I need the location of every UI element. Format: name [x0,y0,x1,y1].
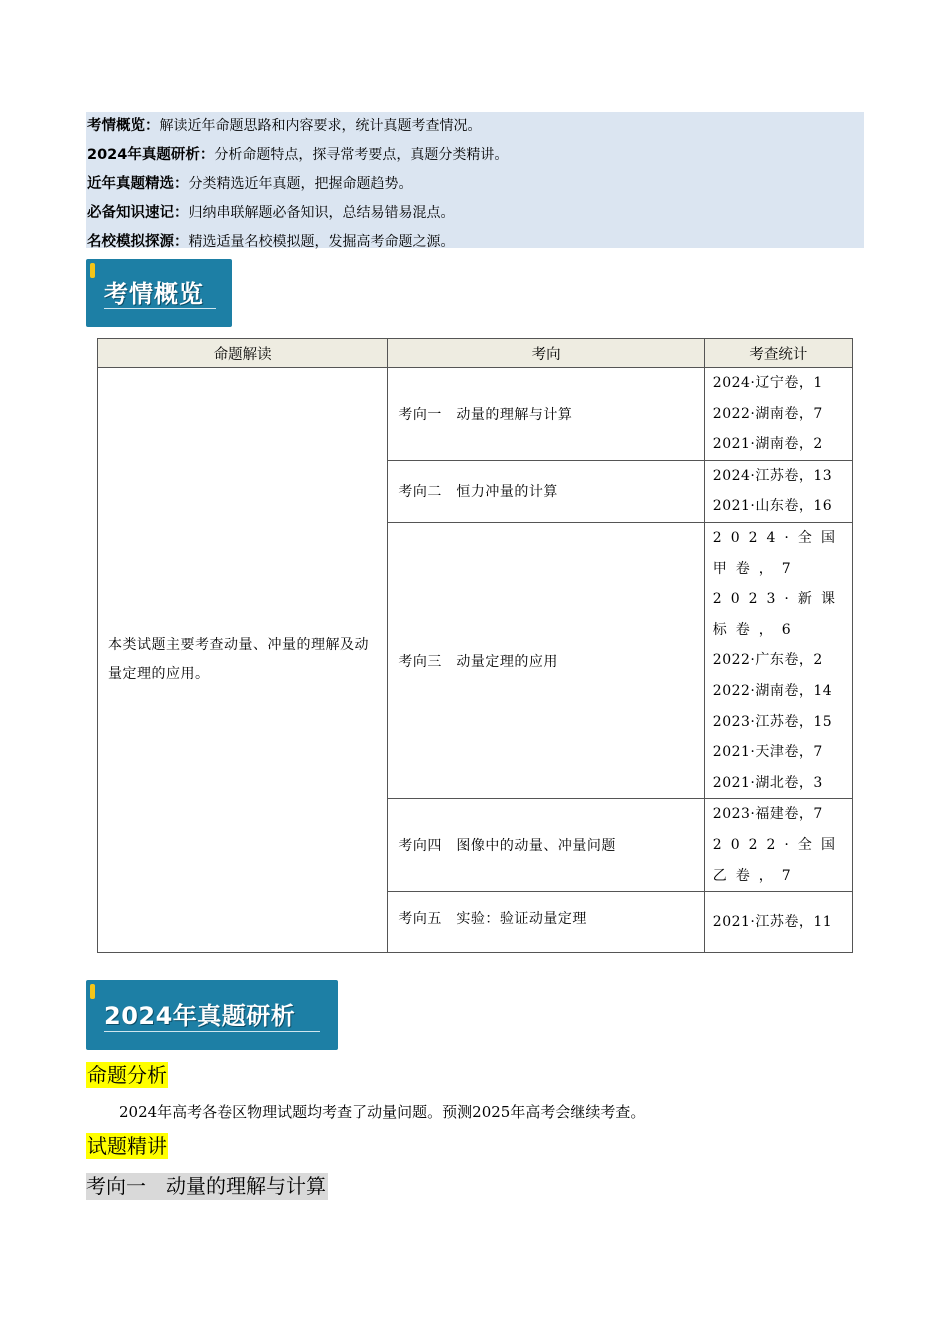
stat-item: 2022·湖南卷，14 [712,682,833,699]
summary-row: 考情概览：解读近年命题思路和内容要求，统计真题考查情况。 [87,118,482,134]
stat-item: 2021·江苏卷，11 [712,913,833,930]
stat-item: 2024·江苏卷，13 [712,467,833,484]
analysis-paragraph: 2024年高考各卷区物理试题均考查了动量问题。预测2025年高考会继续考查。 [119,1103,646,1121]
stat-item: 2022·广东卷，2 [712,652,823,669]
stat-item: 2022·全国乙卷，7 [712,836,844,884]
direction-cell: 考向三 动量定理的应用 [388,522,704,798]
direction-cell: 考向一 动量的理解与计算 [388,368,704,461]
stat-item: 2024·全国甲卷，7 [712,529,844,577]
summary-row: 名校模拟探源：精选适量名校模拟题，发掘高考命题之源。 [87,234,455,250]
stats-cell [704,799,852,892]
section-banner-analysis [86,980,338,1050]
stat-item: 2021·湖北卷，3 [712,774,823,791]
banner-title: 考情概览 [104,280,204,308]
direction-cell: 考向五 实验：验证动量定理 [388,892,704,953]
direction-heading: 考向一 动量的理解与计算 [86,1174,326,1198]
table-header: 考查统计 [704,339,852,368]
stats-cell [704,460,852,522]
direction-cell: 考向四 图像中的动量、冲量问题 [388,799,704,892]
stat-item: 2022·湖南卷，7 [712,405,823,422]
table-header: 考向 [388,339,704,368]
direction-cell: 考向二 恒力冲量的计算 [388,460,704,522]
stat-item: 2021·山东卷，16 [712,498,833,515]
banner-underline [104,308,216,309]
summary-row: 2024年真题研析：分析命题特点，探寻常考要点，真题分类精讲。 [87,147,509,163]
stat-item: 2023·江苏卷，15 [712,713,833,730]
summary-box [86,112,864,248]
stats-cell [704,892,852,953]
stat-item: 2023·福建卷，7 [712,806,823,823]
section-banner-overview [86,259,232,327]
stat-item: 2021·湖南卷，2 [712,436,823,453]
interpretation-cell: 本类试题主要考查动量、冲量的理解及动量定理的应用。 [98,368,388,953]
lecture-heading: 试题精讲 [87,1134,167,1158]
stats-cell [704,368,852,461]
banner-title: 2024年真题研析 [104,1002,296,1030]
table-header: 命题解读 [98,339,388,368]
stats-cell [704,522,852,798]
analysis-heading: 命题分析 [87,1063,167,1087]
overview-table [97,338,853,953]
summary-row: 必备知识速记：归纳串联解题必备知识，总结易错易混点。 [87,205,455,221]
banner-underline [104,1031,320,1032]
stat-item: 2024·辽宁卷，1 [712,375,823,391]
stat-item: 2021·天津卷，7 [712,744,823,761]
stat-item: 2023·新课标卷，6 [712,591,844,638]
summary-row: 近年真题精选：分类精选近年真题，把握命题趋势。 [87,176,413,192]
